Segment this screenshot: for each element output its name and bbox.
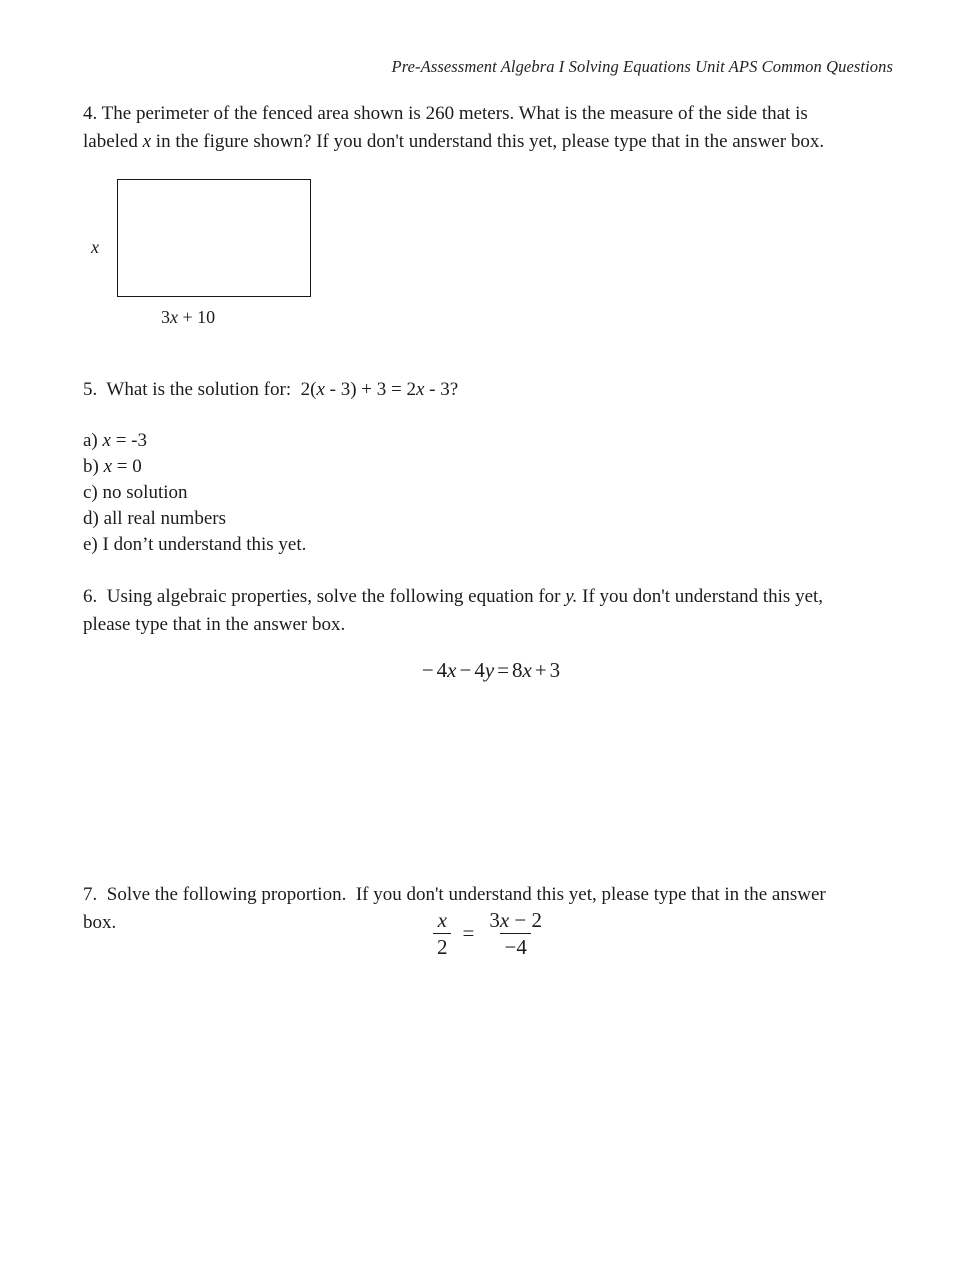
option-a-variable: x	[102, 430, 111, 451]
option-a[interactable]	[83, 428, 583, 454]
left-fraction-numerator: x	[437, 908, 447, 932]
option-e-marker: e)	[83, 534, 103, 555]
question-6-prompt-pre: 6. Using algebraic properties, solve the following equation for	[83, 586, 566, 607]
right-fraction-numerator	[485, 908, 546, 933]
question-7-line2: box.	[83, 912, 117, 933]
question-4-line2-post: in the figure shown? If you don't understand this yet, please type that in the answer box.	[151, 131, 825, 152]
question-5-variable-x-1: x	[316, 379, 325, 400]
question-6-equation	[0, 658, 979, 683]
eq6-constant-3: 3	[549, 658, 561, 682]
eq6-equals: =	[497, 658, 509, 682]
right-fraction-denominator: −4	[500, 933, 530, 959]
option-c[interactable]	[83, 480, 583, 506]
option-d[interactable]	[83, 506, 583, 532]
base-label-coefficient: 3	[161, 307, 170, 327]
eq6-variable-x-1: x	[447, 658, 457, 682]
base-label-variable-x: x	[170, 307, 178, 327]
question-6-line2: please type that in the answer box.	[83, 614, 346, 635]
option-a-text: = -3	[110, 430, 147, 451]
eq6-variable-y: y	[484, 658, 495, 682]
question-5-options	[83, 428, 583, 558]
option-b-marker: b)	[83, 456, 104, 477]
option-c-text: no solution	[102, 482, 188, 503]
question-6-variable-y: y.	[565, 586, 578, 607]
eq6-plus: +	[534, 658, 547, 682]
question-4-text	[83, 100, 895, 156]
rectangle-side-label-x: x	[91, 237, 99, 257]
question-4-variable-x: x	[142, 131, 152, 152]
option-b[interactable]	[83, 454, 583, 480]
question-4-line2-pre: labeled	[83, 131, 143, 152]
question-7-answer-space[interactable]	[83, 990, 895, 1240]
rectangle-base-label	[161, 307, 215, 328]
eq6-coef-4b: 4	[474, 658, 485, 682]
right-fraction	[485, 908, 546, 959]
eq6-coef-4a: 4	[436, 658, 448, 682]
question-5-variable-x-2: x	[415, 379, 425, 400]
question-5-text	[83, 376, 895, 404]
option-e[interactable]	[83, 532, 583, 558]
question-5-prompt-mid: - 3) + 3 = 2	[324, 379, 416, 400]
eq6-minus-2: −	[459, 658, 472, 682]
option-b-variable: x	[103, 456, 113, 477]
option-b-text: = 0	[112, 456, 142, 477]
question-4-figure	[83, 175, 403, 340]
option-d-marker: d)	[83, 508, 104, 529]
left-fraction	[433, 908, 452, 959]
right-num-coefficient: 3	[489, 908, 500, 932]
eq6-coef-8: 8	[512, 658, 523, 682]
option-c-marker: c)	[83, 482, 103, 503]
eq6-minus-1: −	[421, 658, 434, 682]
question-7-line1: 7. Solve the following proportion. If you don't understand this yet, please type that in the answer	[83, 884, 826, 905]
eq6-variable-x-2: x	[522, 658, 532, 682]
question-4-line1: 4. The perimeter of the fenced area shown is 260 meters. What is the measure of the side that is	[83, 103, 808, 124]
option-e-text: I don’t understand this yet.	[102, 534, 307, 555]
question-6-answer-space[interactable]	[83, 690, 895, 870]
proportion-equals-sign: =	[462, 921, 475, 945]
fenced-area-rectangle	[117, 179, 311, 297]
question-6-text	[83, 583, 895, 639]
question-7-equation	[0, 908, 979, 959]
question-6-prompt-post: If you don't understand this yet,	[577, 586, 824, 607]
document-header: Pre-Assessment Algebra I Solving Equations Unit APS Common Questions	[391, 57, 893, 76]
question-5-prompt-post: - 3?	[424, 379, 459, 400]
option-a-marker: a)	[83, 430, 103, 451]
question-5-prompt-pre: 5. What is the solution for: 2(	[83, 379, 317, 400]
option-d-text: all real numbers	[103, 508, 226, 529]
base-label-constant: + 10	[178, 307, 216, 327]
right-num-constant: − 2	[509, 908, 542, 932]
left-fraction-denominator: 2	[433, 933, 452, 959]
right-num-variable-x: x	[499, 908, 510, 932]
